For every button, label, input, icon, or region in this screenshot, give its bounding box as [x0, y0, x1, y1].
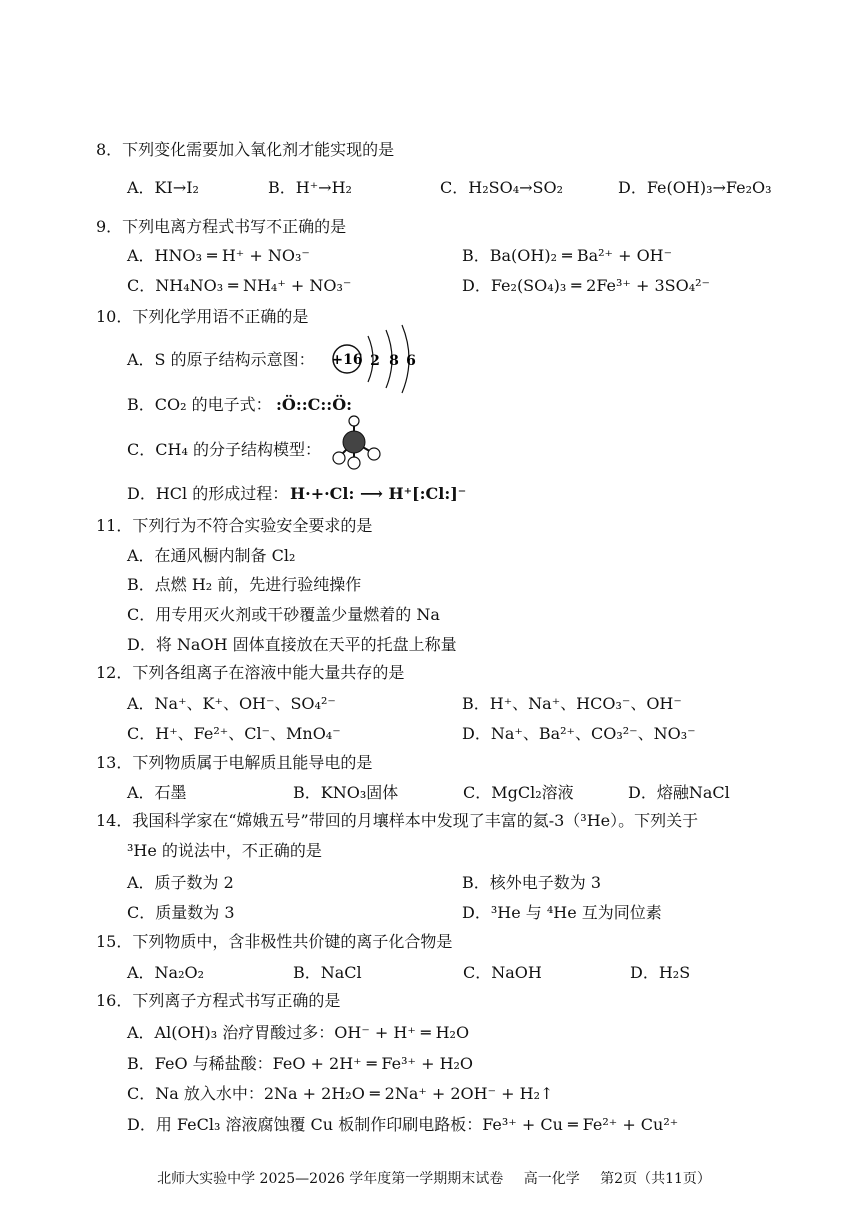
shell-2-electrons: 8 — [389, 353, 399, 369]
question-15-option-b: B．NaCl — [293, 963, 362, 982]
hcl-formation-process: H·+·Cl: ⟶ H⁺[:Cl:]⁻ — [290, 484, 467, 503]
question-12-option-a: A．Na⁺、K⁺、OH⁻、SO₄²⁻ — [127, 694, 336, 713]
footer-subject: 高一化学 — [523, 1171, 580, 1187]
question-9-option-d: D．Fe₂(SO₄)₃ ═ 2Fe³⁺ + 3SO₄²⁻ — [462, 276, 710, 295]
question-12-option-c: C．H⁺、Fe²⁺、Cl⁻、MnO₄⁻ — [127, 724, 341, 743]
hydrogen-atom — [348, 457, 360, 469]
question-14-stem: 14．我国科学家在“嫦娥五号”带回的月壤样本中发现了丰富的氦-3（³He）。下列关于 — [96, 811, 699, 830]
question-16-option-a: A．Al(OH)₃ 治疗胃酸过多：OH⁻ + H⁺ ═ H₂O — [127, 1023, 470, 1042]
question-15-option-c: C．NaOH — [463, 963, 542, 982]
carbon-atom — [343, 431, 365, 453]
question-15-stem: 15．下列物质中，含非极性共价键的离子化合物是 — [96, 932, 453, 951]
co2-electron-formula: :Ö::C::Ö: — [276, 395, 353, 414]
question-8-option-c: C．H₂SO₄→SO₂ — [440, 178, 564, 197]
question-15-option-a: A．Na₂O₂ — [127, 963, 205, 982]
question-12-stem: 12．下列各组离子在溶液中能大量共存的是 — [96, 663, 405, 682]
question-13-option-b: B．KNO₃固体 — [293, 783, 399, 802]
question-9-option-b: B．Ba(OH)₂ ═ Ba²⁺ + OH⁻ — [462, 246, 673, 265]
hydrogen-atom — [349, 416, 359, 426]
question-14-option-c: C．质量数为 3 — [127, 903, 235, 922]
question-11-option-b: B．点燃 H₂ 前，先进行验纯操作 — [127, 575, 362, 594]
hydrogen-atom — [333, 452, 345, 464]
question-8-stem: 8．下列变化需要加入氧化剂才能实现的是 — [96, 140, 395, 159]
question-10-option-b: B．CO₂ 的电子式： — [127, 395, 272, 414]
question-9-option-c: C．NH₄NO₃ ═ NH₄⁺ + NO₃⁻ — [127, 276, 352, 295]
question-10-option-a: A．S 的原子结构示意图： — [127, 350, 315, 369]
question-16-option-d: D．用 FeCl₃ 溶液腐蚀覆 Cu 板制作印刷电路板：Fe³⁺ + Cu ═ Fe²⁺ + Cu²⁺ — [127, 1115, 679, 1134]
question-10-option-c: C．CH₄ 的分子结构模型： — [127, 440, 321, 459]
nucleus-charge: +16 — [331, 352, 363, 368]
question-13-option-a: A．石墨 — [127, 783, 187, 802]
question-8-option-b: B．H⁺→H₂ — [268, 178, 352, 197]
footer-page-number: 第2页（共11页） — [600, 1171, 711, 1187]
shell-3-electrons: 6 — [406, 353, 416, 369]
question-11-option-c: C．用专用灭火剂或干砂覆盖少量燃着的 Na — [127, 605, 440, 624]
question-12-option-d: D．Na⁺、Ba²⁺、CO₃²⁻、NO₃⁻ — [462, 724, 696, 743]
question-13-stem: 13．下列物质属于电解质且能导电的是 — [96, 753, 373, 772]
question-11-stem: 11．下列行为不符合实验安全要求的是 — [96, 516, 373, 535]
shell-1-electrons: 2 — [370, 353, 380, 369]
question-13-option-c: C．MgCl₂溶液 — [463, 783, 574, 802]
question-8-option-d: D．Fe(OH)₃→Fe₂O₃ — [618, 178, 772, 197]
sulfur-atom-structure-diagram — [328, 322, 428, 394]
question-14-stem-continued: ³He 的说法中，不正确的是 — [127, 841, 322, 860]
question-13-option-d: D．熔融NaCl — [628, 783, 730, 802]
question-11-option-d: D．将 NaOH 固体直接放在天平的托盘上称量 — [127, 635, 457, 654]
question-10-option-d: D．HCl 的形成过程： — [127, 484, 289, 503]
question-9-stem: 9．下列电离方程式书写不正确的是 — [96, 217, 347, 236]
methane-ball-stick-model — [330, 414, 382, 470]
question-9-option-a: A．HNO₃ ═ H⁺ + NO₃⁻ — [127, 246, 310, 265]
question-14-option-a: A．质子数为 2 — [127, 873, 234, 892]
question-11-option-a: A．在通风橱内制备 Cl₂ — [127, 546, 296, 565]
question-8-option-a: A．KI→I₂ — [127, 178, 199, 197]
question-12-option-b: B．H⁺、Na⁺、HCO₃⁻、OH⁻ — [462, 694, 682, 713]
question-16-stem: 16．下列离子方程式书写正确的是 — [96, 991, 341, 1010]
question-14-option-d: D．³He 与 ⁴He 互为同位素 — [462, 903, 662, 922]
footer-school: 北师大实验中学 2025—2026 学年度第一学期期末试卷 — [157, 1171, 504, 1187]
question-14-option-b: B．核外电子数为 3 — [462, 873, 602, 892]
question-16-option-b: B．FeO 与稀盐酸：FeO + 2H⁺ ═ Fe³⁺ + H₂O — [127, 1054, 474, 1073]
hydrogen-atom — [368, 448, 380, 460]
question-15-option-d: D．H₂S — [630, 963, 691, 982]
question-10-stem: 10．下列化学用语不正确的是 — [96, 307, 309, 326]
question-16-option-c: C．Na 放入水中：2Na + 2H₂O ═ 2Na⁺ + 2OH⁻ + H₂↑ — [127, 1084, 554, 1103]
page-footer — [0, 1168, 868, 1188]
